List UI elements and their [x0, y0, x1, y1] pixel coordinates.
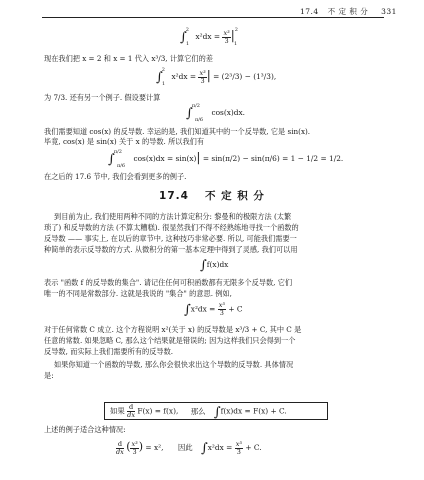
paragraph-8-line-2: 是: [44, 371, 54, 380]
equation-5: ∫f(x)dx [200, 258, 229, 273]
paragraph-7-line-1: 对于任何常数 C 成立. 这个方程说明 x²(关于 x) 的反导数是 x³/3 + C, 其中 C 是 [44, 325, 302, 334]
paragraph-3-line-2: 毕竟, cos(x) 是 sin(x) 关于 x 的导数. 所以我们有 [44, 137, 205, 146]
paragraph-7-line-2: 任意的常数. 如果忽略 C, 那么这个结果就是错误的; 因为这样我们只会得到一个 [44, 336, 296, 345]
equation-1: ∫$^2_1$ x²dx = $\frac{\text{x³}}{3}$ $|^2_1$ [180, 27, 238, 47]
equation-3: ∫$^{\pi/2}_{\pi/6}$ cos(x)dx. [186, 103, 246, 123]
running-header [300, 6, 410, 17]
eq1-upper-limit: 2 [185, 27, 189, 33]
paragraph-9: 上述的例子适合这种情况: [44, 425, 126, 434]
paragraph-4: 在之后的 17.6 节中, 我们会看到更多的例子. [44, 172, 187, 181]
eq2-prefix: x²dx = [171, 72, 197, 81]
paragraph-5-line-4: 种简单的表示反导数的方式. 从微积分的第一基本定理中得到了灵感, 我们可以用 [44, 245, 298, 254]
header-rule [42, 17, 384, 18]
paragraph-8-line-1: 如果你知道一个函数的导数, 那么你会很快求出这个导数的反导数. 具体情况 [54, 360, 294, 369]
section-heading [0, 188, 424, 203]
eq3-integrand: cos(x)dx. [211, 108, 246, 117]
paragraph-1: 现在我们把 x = 2 和 x = 1 代入 x³/3, 计算它们的差 [44, 54, 213, 63]
eq1-fraction: $\frac{\text{x³}}{3}$ [223, 28, 230, 45]
equation-7: $\frac{d}{dx}$ ( $\frac{\text{x³}}{3}$ ) = x², 因此 ∫x²dx = $\frac{\text{x³}}{3}$ + C. [116, 439, 262, 456]
eq4-lhs: cos(x)dx = sin(x) [133, 154, 197, 163]
eq2-rhs: = (2³/3) − (1³/3), [213, 72, 277, 81]
paragraph-6-line-1: 表示 "函数 f 的反导数的集合". 请记住任何可积函数都有无限多个反导数, 它们 [44, 278, 293, 287]
paragraph-6-line-2: 唯一的不同是常数部分. 这就是我说的 "集合" 的意思. 例如, [44, 289, 232, 298]
paragraph-3-line-1: 我们需要知道 cos(x) 的反导数. 幸运的是, 我们知道其中的一个反导数, 它是 sin(x). [44, 127, 311, 136]
paragraph-5-line-3: 反导数 —— 事实上, 在以后的章节中, 这种技巧非常必要. 所以, 可能我们需要一 [44, 234, 297, 243]
equation-2: ∫$^2_1$ x²dx = $\frac{\text{x³}}{3}$ | = (2³/3) − (1³/3), [156, 67, 277, 87]
page-number: 331 [381, 7, 397, 16]
header-title: 不 定 积 分 [327, 7, 369, 16]
equation-4: ∫$^{\pi/2}_{\pi/6}$ cos(x)dx = sin(x)| = sin(π/2) − sin(π/6) = 1 − 1/2 = 1/2. [108, 149, 344, 169]
paragraph-2: 为 7/3. 还有另一个例子. 假设要计算 [44, 93, 161, 102]
boxed-rule-content: 如果 $\frac{d}{dx}$ F(x) = f(x), 那么 ∫f(x)dx = F(x) + C. [110, 403, 287, 420]
paragraph-5-line-1: 到目前为止, 我们使用两种不同的方法计算定积分: 黎曼和的极限方法 (太繁 [54, 212, 292, 221]
paragraph-5-line-2: 琐了) 和反导数的方法 (不算太糟糕). 很显然我们不得不经熟练地寻找一个函数的 [44, 223, 299, 232]
equation-6: ∫x²dx = $\frac{\text{x³}}{3}$ + C [184, 301, 243, 318]
header-section-number: 17.4 [300, 7, 319, 16]
section-title: 不 定 积 分 [204, 190, 265, 202]
section-number: 17.4 [159, 190, 189, 202]
eq1-lower-limit: 1 [185, 41, 190, 47]
eq4-rhs: = sin(π/2) − sin(π/6) = 1 − 1/2 = 1/2. [202, 154, 344, 163]
paragraph-7-line-3: 反导数, 而实际上我们需要所有的反导数. [44, 347, 174, 356]
eq1-integrand: x²dx [195, 32, 212, 41]
